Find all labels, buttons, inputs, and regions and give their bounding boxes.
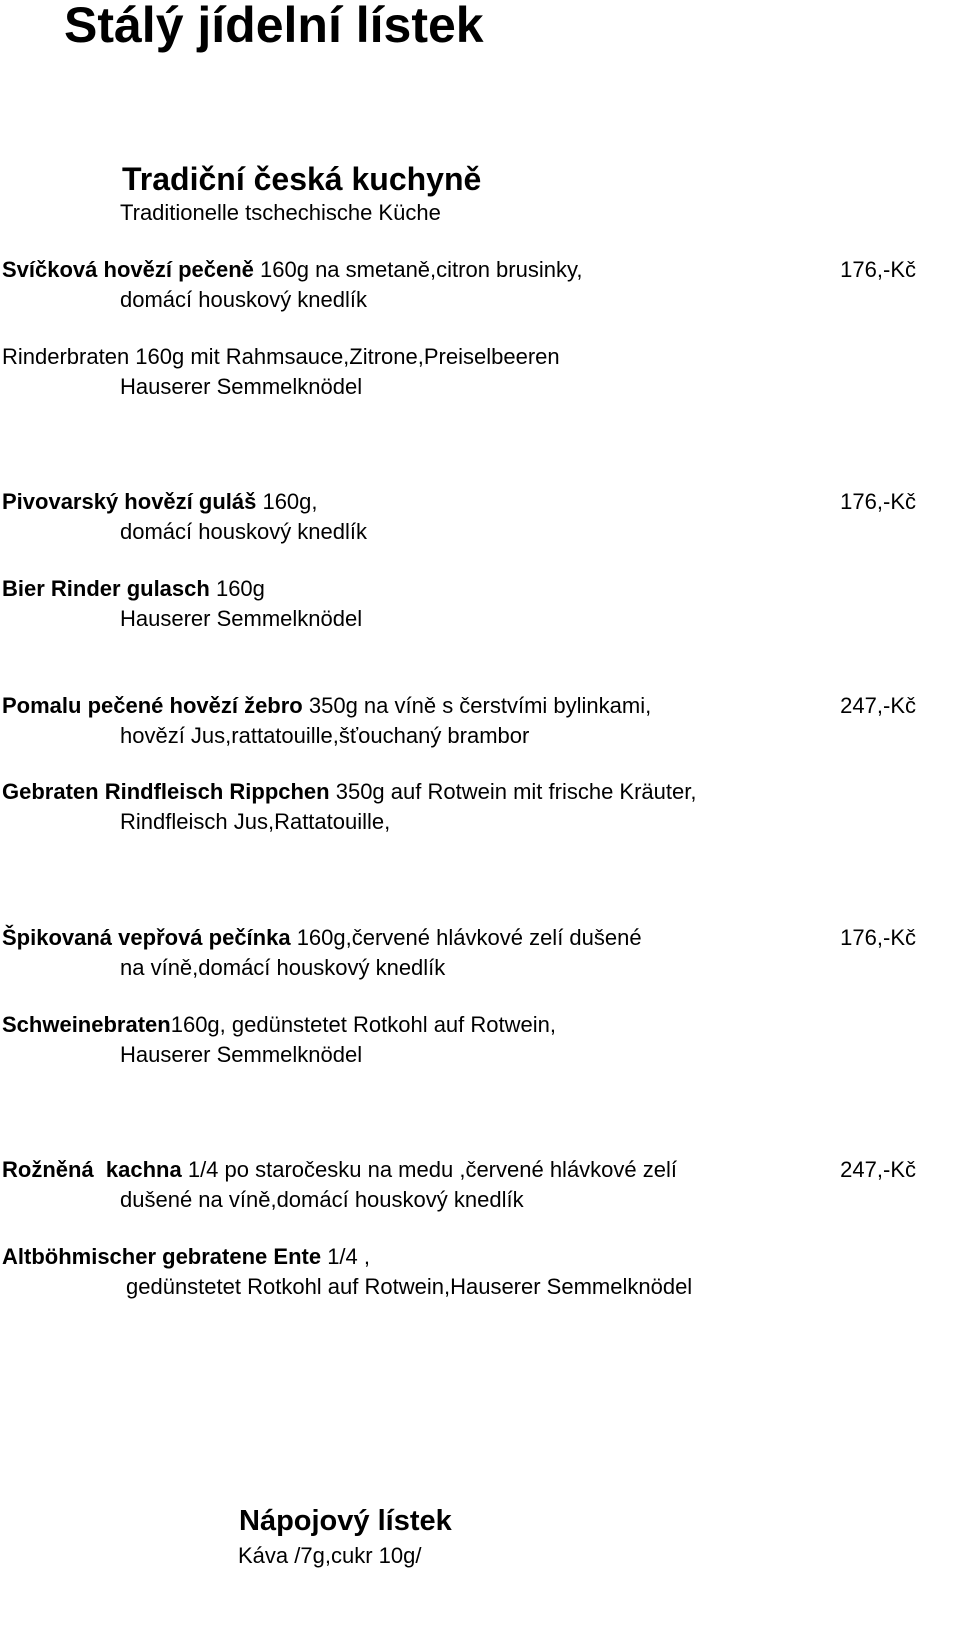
dish-name-de: Rinderbraten bbox=[2, 344, 130, 369]
price: 247,-Kč bbox=[840, 693, 916, 718]
dish-desc-de: 1/4 , bbox=[321, 1244, 370, 1269]
dish-desc-cz: 160g na smetaně,citron brusinky, bbox=[253, 257, 583, 282]
menu-item-cz-line1 bbox=[2, 694, 651, 718]
dish-desc-de: 350g auf Rotwein mit frische Kräuter, bbox=[329, 779, 697, 804]
dish-desc-de: 160g mit Rahmsauce,Zitrone,Preiselbeeren bbox=[129, 344, 560, 369]
section-subtitle: Traditionelle tschechische Küche bbox=[120, 200, 441, 225]
dish-desc-cz: 160g,červené hlávkové zelí dušené bbox=[290, 925, 642, 950]
menu-item-de-line1 bbox=[2, 345, 560, 369]
dish-desc-de: 160g, gedünstetet Rotkohl auf Rotwein, bbox=[170, 1012, 556, 1037]
menu-item-cz-line1 bbox=[2, 258, 582, 282]
menu-item-cz-line1 bbox=[2, 490, 318, 514]
dish-desc-cz: 350g na víně s čerstvími bylinkami, bbox=[302, 693, 652, 718]
price: 247,-Kč bbox=[840, 1157, 916, 1182]
menu-item-de-line1 bbox=[2, 577, 265, 601]
dish-name-cz: Svíčková hovězí pečeně bbox=[2, 257, 254, 282]
menu-item-cz-line2: hovězí Jus,rattatouille,šťouchaný brambor bbox=[120, 723, 530, 748]
menu-item-cz-line2: na víně,domácí houskový knedlík bbox=[120, 955, 446, 980]
menu-item-cz-line1 bbox=[2, 926, 642, 950]
dish-name-cz: Pivovarský hovězí guláš bbox=[2, 489, 257, 514]
menu-item-de-line1 bbox=[2, 1245, 370, 1269]
price: 176,-Kč bbox=[840, 257, 916, 282]
dish-name-de: Bier Rinder gulasch bbox=[2, 576, 210, 601]
menu-item-de-line2: gedünstetet Rotkohl auf Rotwein,Hauserer Semmelknödel bbox=[126, 1274, 693, 1299]
menu-item-de-line2: Hauserer Semmelknödel bbox=[120, 606, 363, 631]
menu-item-de-line2: Hauserer Semmelknödel bbox=[120, 1042, 363, 1067]
dish-name-cz: Špikovaná vepřová pečínka bbox=[2, 925, 291, 950]
dish-name-de: Gebraten Rindfleisch Rippchen bbox=[2, 779, 330, 804]
menu-item-de-line2: Hauserer Semmelknödel bbox=[120, 374, 363, 399]
drinks-first-line: Káva /7g,cukr 10g/ bbox=[238, 1543, 422, 1568]
dish-desc-cz: 1/4 po staročesku na medu ,červené hlávkové zelí bbox=[181, 1157, 677, 1182]
menu-item-cz-line2: domácí houskový knedlík bbox=[120, 287, 368, 312]
menu-item-de-line2: Rindfleisch Jus,Rattatouille, bbox=[120, 809, 391, 834]
dish-name-cz: Pomalu pečené hovězí žebro bbox=[2, 693, 303, 718]
dish-name-cz: Rožněná kachna bbox=[2, 1157, 182, 1182]
dish-desc-de: 160g bbox=[209, 576, 265, 601]
menu-item-cz-line2: dušené na víně,domácí houskový knedlík bbox=[120, 1187, 524, 1212]
menu-item-cz-line1 bbox=[2, 1158, 677, 1182]
menu-item-cz-line2: domácí houskový knedlík bbox=[120, 519, 368, 544]
dish-name-de: Altböhmischer gebratene Ente bbox=[2, 1244, 322, 1269]
price: 176,-Kč bbox=[840, 925, 916, 950]
dish-desc-cz: 160g, bbox=[256, 489, 318, 514]
page-title: Stálý jídelní lístek bbox=[64, 0, 484, 53]
price: 176,-Kč bbox=[840, 489, 916, 514]
drinks-title: Nápojový lístek bbox=[239, 1505, 452, 1537]
section-title: Tradiční česká kuchyně bbox=[122, 161, 482, 197]
menu-item-de-line1 bbox=[2, 780, 696, 804]
menu-item-de-line1 bbox=[2, 1013, 556, 1037]
dish-name-de: Schweinebraten bbox=[2, 1012, 171, 1037]
